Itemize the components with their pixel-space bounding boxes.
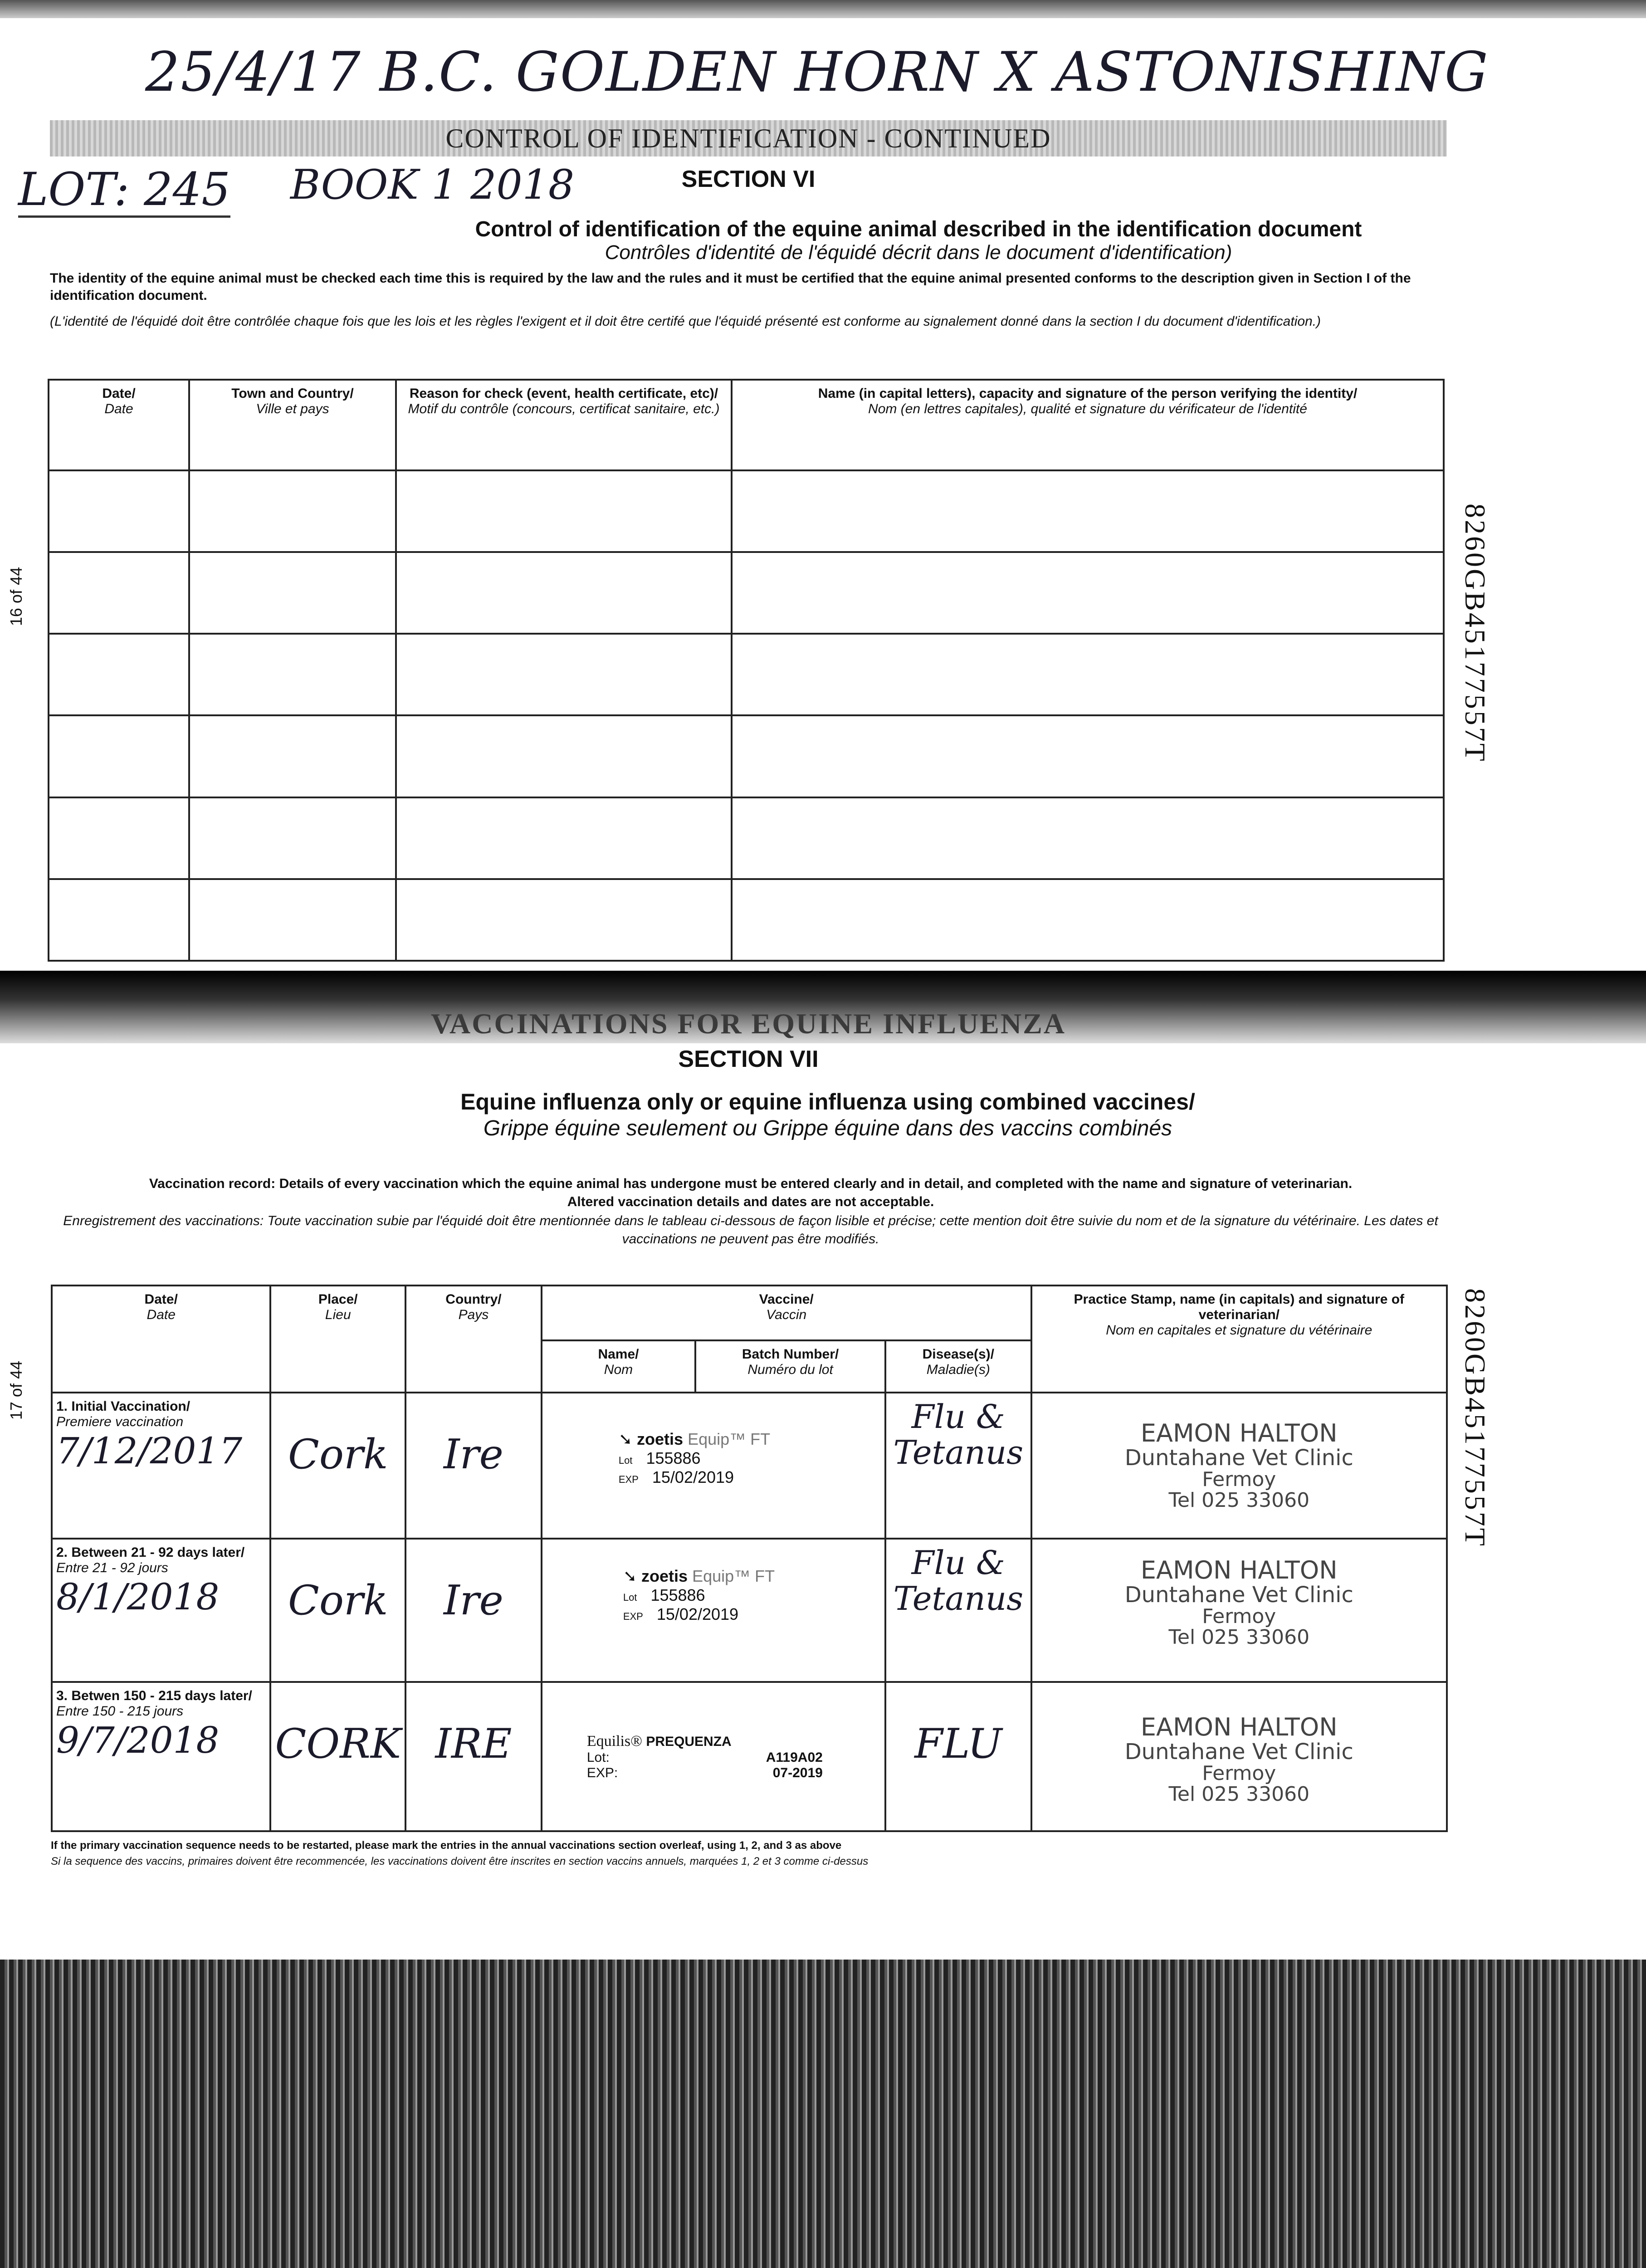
lot-note: LOT: 245 [18,163,230,218]
section-7-subtitle: Grippe équine seulement ou Grippe équine dans des vaccins combinés [483,1116,1172,1140]
section-6-instructions-fr: (L'identité de l'équidé doit être contrôlée chaque fois que les lois et les règles l'exigent et il doit être certifé que l'équidé présenté est conforme au signalement donné dans la section I du document d'identification.) [50,314,1321,329]
col-verifier: Name (in capital letters), capacity and signature of the person verifying the identity/ Nom (en lettres capitales), qualité et signature du vérificateur de l'identité [732,380,1444,470]
passport-code-bottom: 8260GB45177557T [1459,1288,1491,1548]
vet-stamp: EAMON HALTON Duntahane Vet Clinic Fermoy Tel 025 33060 [1031,1539,1447,1682]
table-row [49,797,1444,879]
col-vaccine: Vaccine/ Vaccin [542,1286,1031,1340]
table-row [49,715,1444,797]
col-disease: Disease(s)/ Maladie(s) [885,1340,1031,1393]
vaccination-row-2: 2. Between 21 - 92 days later/ Entre 21 - 92 jours 8/1/2018 Cork Ire ➘ zoetis Equip™ FT Lot 155886 EXP 15/02/2019 Flu & Tetanus EAMON HALTON Duntahane Vet Clinic Fermoy Tel 025 33060 [52,1539,1447,1682]
section-6-subtitle: Contrôles d'identité de l'équidé décrit dans le document d'identification) [605,241,1232,264]
table-row [49,634,1444,715]
section-7-title: Equine influenza only or equine influenza using combined vaccines/ [460,1089,1195,1114]
vaccination-instructions: Vaccination record: Details of every vaccination which the equine animal has undergone must be entered clearly and in detail, and completed with the name and signature of veterinarian. [149,1176,1353,1191]
handwritten-date: 7/12/2017 [56,1430,243,1472]
banner-vaccinations: VACCINATIONS FOR EQUINE INFLUENZA [431,1007,1066,1040]
col-place: Place/ Lieu [270,1286,405,1393]
vet-stamp: EAMON HALTON Duntahane Vet Clinic Fermoy Tel 025 33060 [1031,1682,1447,1831]
handwritten-header: 25/4/17 B.C. GOLDEN HORN X ASTONISHING [145,41,1489,104]
passport-code-top: 8260GB45177557T [1459,503,1491,763]
col-town-country: Town and Country/ Ville et pays [189,380,396,470]
col-practice-stamp: Practice Stamp, name (in capitals) and signature of veterinarian/ Nom en capitales et signature du vétérinaire [1031,1286,1447,1393]
vaccination-table [51,1285,1448,1832]
vaccination-row-3: 3. Betwen 150 - 215 days later/ Entre 150 - 215 jours 9/7/2018 CORK IRE Equilis® PREQUENZA Lot: A119A02 EXP: 07-2019 FLU EAMON HALTON Duntahane Vet Clinic Fermoy Tel 025 33060 [52,1682,1447,1831]
page-number-17: 17 of 44 [7,1361,25,1420]
zoetis-arrow-icon: ➘ [623,1567,637,1585]
col-batch: Batch Number/ Numéro du lot [695,1340,885,1393]
table-row [49,879,1444,961]
vet-stamp: EAMON HALTON Duntahane Vet Clinic Fermoy Tel 025 33060 [1031,1393,1447,1539]
section-6-heading: SECTION VI [681,166,816,192]
col-vaccine-name: Name/ Nom [542,1340,695,1393]
vaccination-row-1: 1. Initial Vaccination/ Premiere vaccination 7/12/2017 Cork Ire ➘ zoetis Equip™ FT Lot 155886 EXP 15/02/2019 Flu & Tetanus EAMON HALTON Duntahane Vet Clinic Fermoy Tel 025 33060 [52,1393,1447,1539]
table-row [49,470,1444,552]
handwritten-date: 8/1/2018 [56,1576,220,1618]
table-row [49,552,1444,634]
section-6-instructions: The identity of the equine animal must be checked each time this is required by the law and the rules and it must be certified that the equine animal presented conforms to the description given in Section I of the identification document. [50,271,1411,303]
vaccination-instructions-fr: Enregistrement des vaccinations: Toute vaccination subie par l'équidé doit être mentionnée dans le tableau ci-dessous de façon lisible et précise; cette mention doit être suivie du nom et de la signature du vétérinaire. Les dates et vaccinations ne peuvent pas être modifiés. [63,1213,1438,1246]
page-number-16: 16 of 44 [7,567,25,626]
col-date: Date/ Date [49,380,189,470]
col-country: Country/ Pays [405,1286,542,1393]
scan-edge [0,0,1646,18]
restart-note: If the primary vaccination sequence needs to be restarted, please mark the entries in the annual vaccinations section overleaf, using 1, 2, and 3 as above [51,1839,842,1852]
zoetis-arrow-icon: ➘ [618,1430,632,1448]
banner-control-identification: CONTROL OF IDENTIFICATION - CONTINUED [50,120,1447,156]
section-7-heading: SECTION VII [678,1046,819,1072]
col-date: Date/ Date [52,1286,270,1393]
handwritten-date: 9/7/2018 [56,1719,220,1761]
section-6-title: Control of identification of the equine animal described in the identification document [475,217,1362,241]
scan-bottom-shadow [0,1960,1646,2268]
vaccination-warning: Altered vaccination details and dates are not acceptable. [567,1194,934,1209]
identity-check-table [48,379,1445,962]
book-note: BOOK 1 2018 [290,161,575,209]
col-reason: Reason for check (event, health certificate, etc)/ Motif du contrôle (concours, certificat sanitaire, etc.) [396,380,732,470]
restart-note-fr: Si la sequence des vaccins, primaires doivent être recommencée, les vaccinations doivent être inscrites en section vaccins annuels, marquées 1, 2 et 3 comme ci-dessus [51,1855,869,1867]
